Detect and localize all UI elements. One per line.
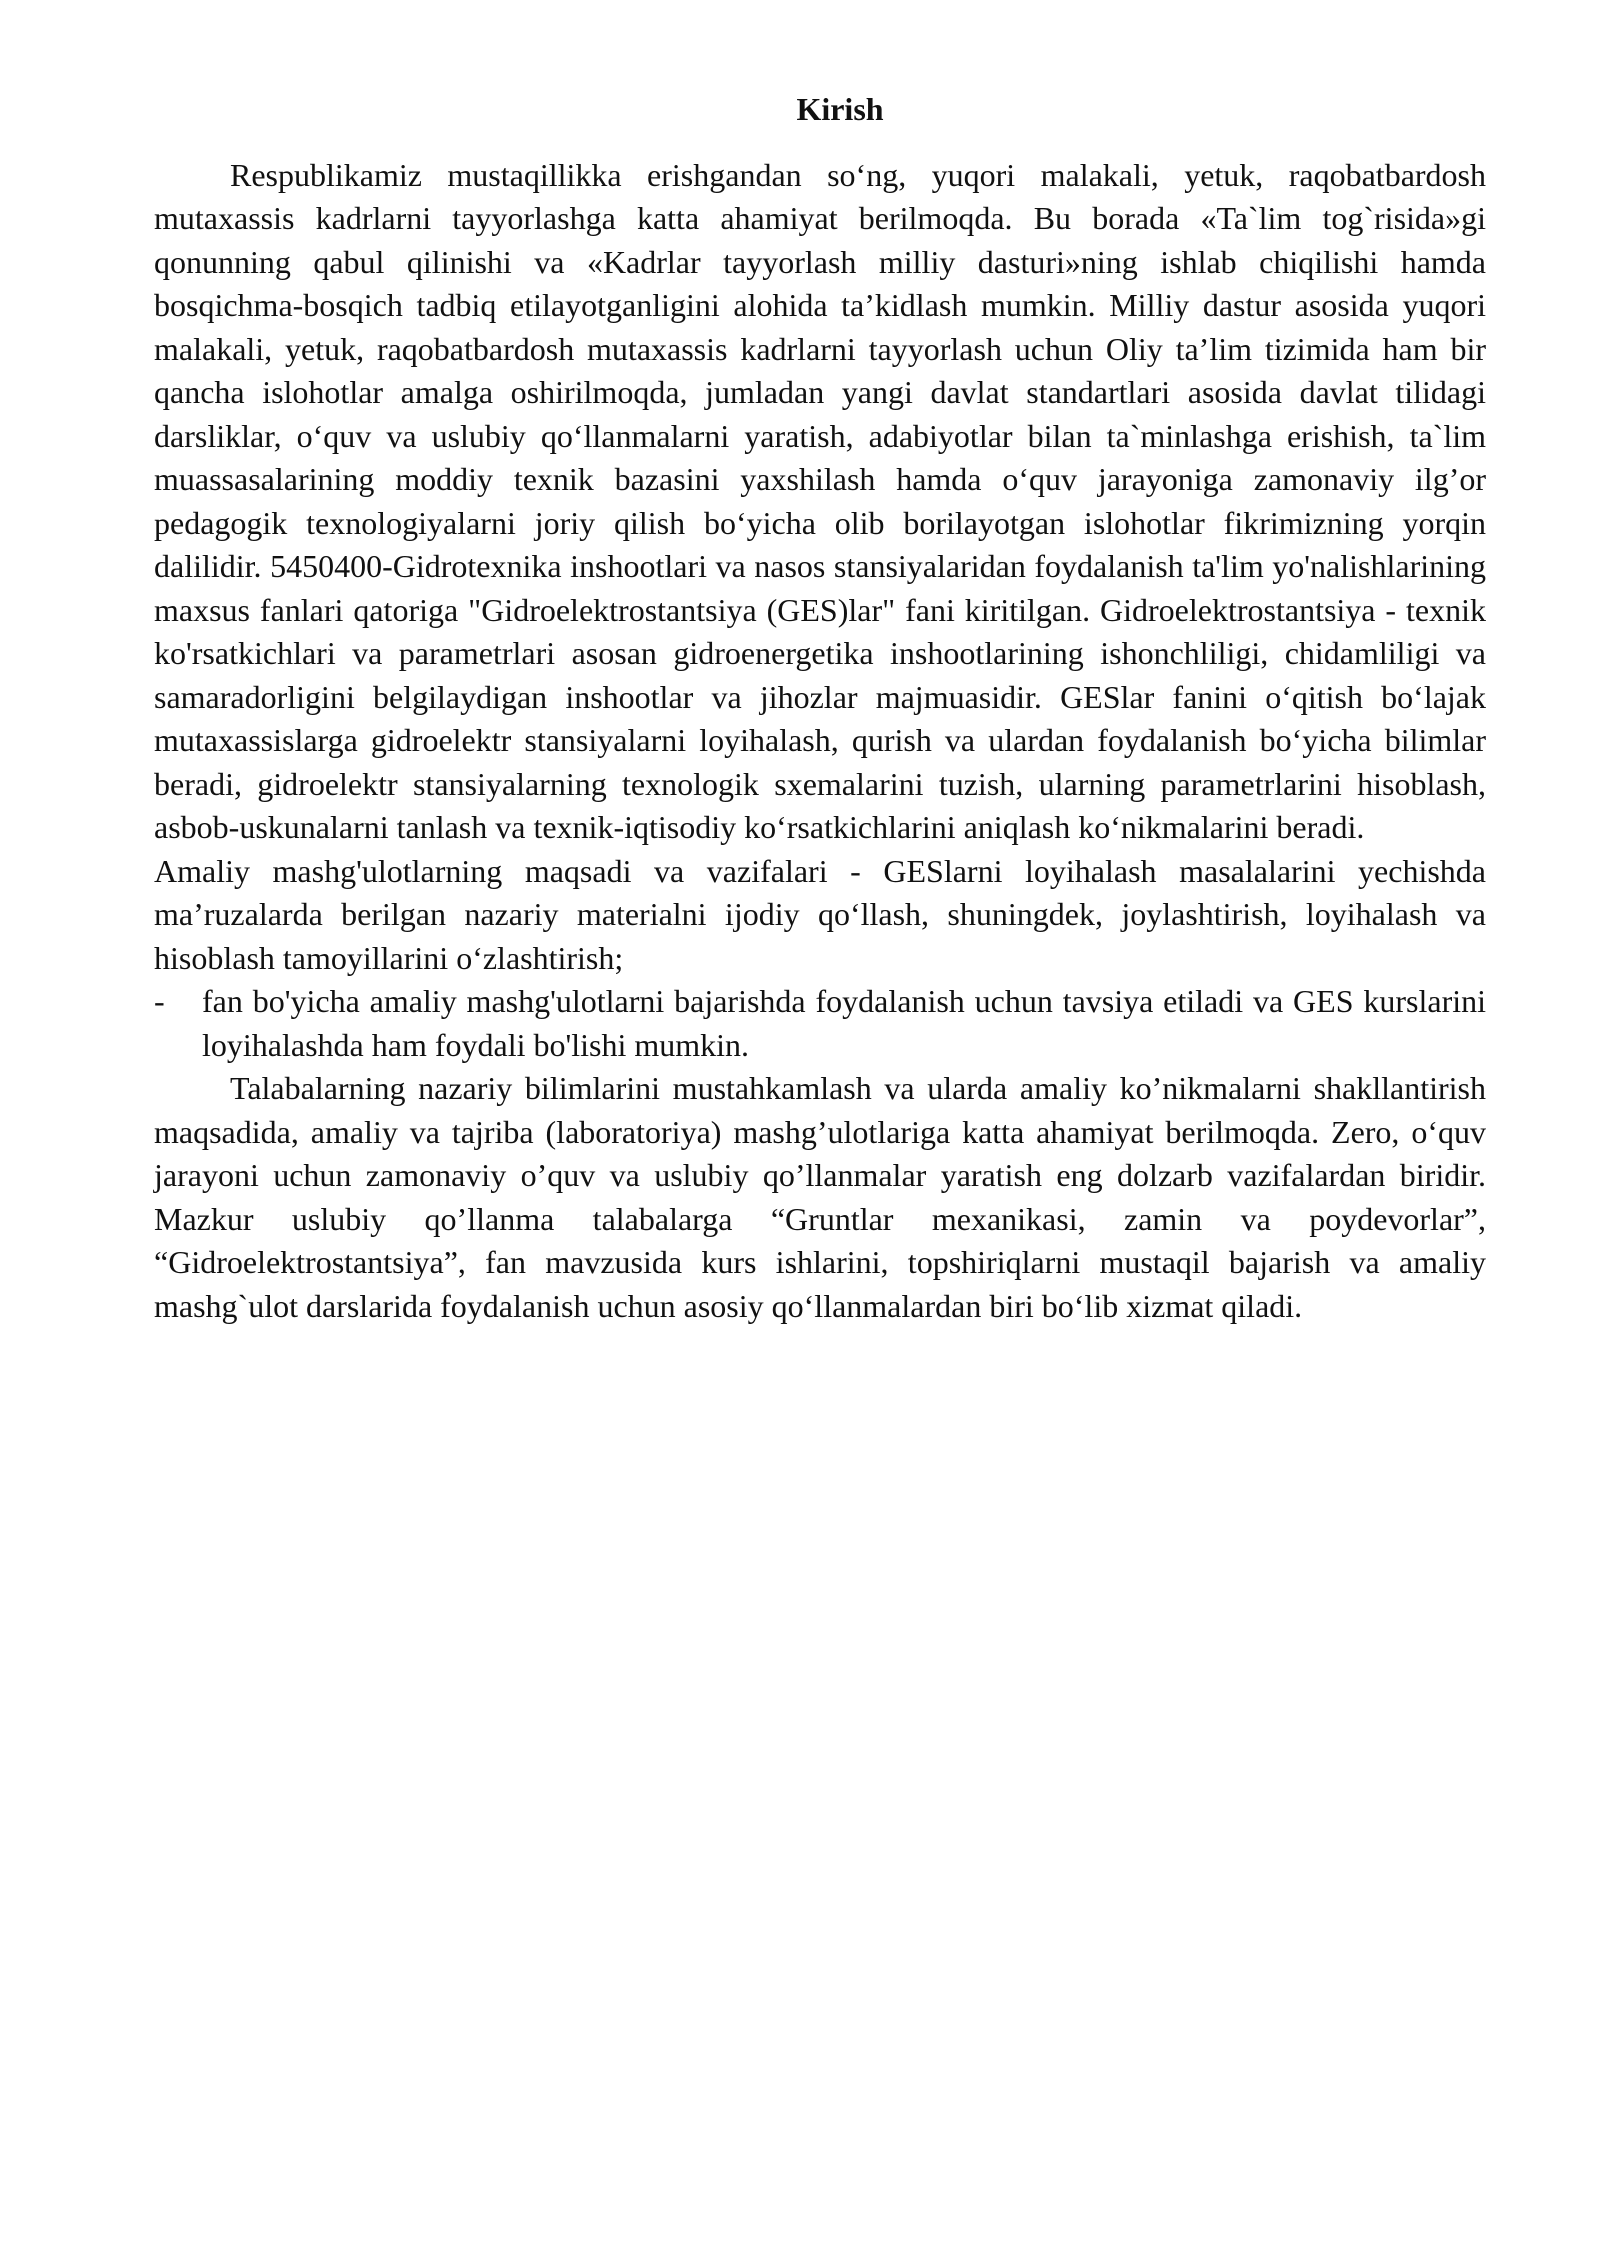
closing-paragraph: Talabalarning nazariy bilimlarini mustahkamlash va ularda amaliy ko’nikmalarni shakllantirish maqsadida, amaliy va tajriba (laboratoriya) mashg’ulotlariga katta ahamiyat berilmoqda. Zero, o‘quv jarayoni uchun zamonaviy o’quv va uslubiy qo’llanmalar yaratish eng dolzarb vazifalardan biridir. Mazkur uslubiy qo’llanma talabalarga “Gruntlar mexanikasi, zamin va poydevorlar”, “Gidroelektrostantsiya”, fan mavzusida kurs ishlarini, topshiriqlarni mustaqil bajarish va amaliy mashg`ulot darslarida foydalanish uchun asosiy qo‘llanmalardan biri bo‘lib xizmat qiladi.: [154, 1070, 1486, 1324]
bullet-item: [154, 980, 1486, 1067]
goals-paragraph: Amaliy mashg'ulotlarning maqsadi va vazifalari - GESlarni loyihalash masalalarini yechishda ma’ruzalarda berilgan nazariy materialni ijodiy qo‘llash, shuningdek, joylashtirish, loyihalash va hisoblash tamoyillarini o‘zlashtirish;: [154, 852, 1486, 976]
document-page: [154, 88, 1486, 1328]
bullet-dash: -: [154, 983, 165, 1019]
intro-paragraph: Respublikamiz mustaqillikka erishgandan so‘ng, yuqori malakali, yetuk, raqobatbardosh mutaxassis kadrlarni tayyorlashga katta ahamiyat berilmoqda. Bu borada «Ta`lim tog`risida»gi qonunning qabul qilinishi va «Kadrlar tayyorlash milliy dasturi»ning ishlab chiqilishi hamda bosqichma-bosqich tadbiq etilayotganligini alohida ta’kidlash mumkin. Milliy dastur asosida yuqori malakali, yetuk, raqobatbardosh mutaxassis kadrlarni tayyorlash uchun Oliy ta’lim tizimida ham bir qancha islohotlar amalga oshirilmoqda, jumladan yangi davlat standartlari asosida davlat tilidagi darsliklar, o‘quv va uslubiy qo‘llanmalarni yaratish, adabiyotlar bilan ta`minlashga erishish, ta`lim muassasalarining moddiy texnik bazasini yaxshilash hamda o‘quv jarayoniga zamonaviy ilg’or pedagogik texnologiyalarni joriy qilish bo‘yicha olib borilayotgan islohotlar fikrimizning yorqin dalilidir. 5450400-Gidrotexnika inshootlari va nasos stansiyalaridan foydalanish ta'lim yo'nalishlarining maxsus fanlari qatoriga "Gidroelektrostantsiya (GES)lar" fani kiritilgan. Gidroelektrostantsiya - texnik ko'rsatkichlari va parametrlari asosan gidroenergetika inshootlarining ishonchliligi, chidamliligi va samaradorligini belgilaydigan inshootlar va jihozlar majmuasidir. GESlar fanini o‘qitish bo‘lajak mutaxassislarga gidroelektr stansiyalarni loyihalash, qurish va ulardan foydalanish bo‘yicha bilimlar beradi, gidroelektr stansiyalarning texnologik sxemalarini tuzish, ularning parametrlarini hisoblash, asbob-uskunalarni tanlash va texnik-iqtisodiy ko‘rsatkichlarini aniqlash ko‘nikmalarini beradi.: [154, 156, 1486, 845]
bullet-text: fan bo'yicha amaliy mashg'ulotlarni bajarishda foydalanish uchun tavsiya etiladi va GES kurslarini loyihalashda ham foydali bo'lishi mumkin.: [202, 983, 1486, 1063]
section-title: Kirish: [796, 91, 884, 127]
